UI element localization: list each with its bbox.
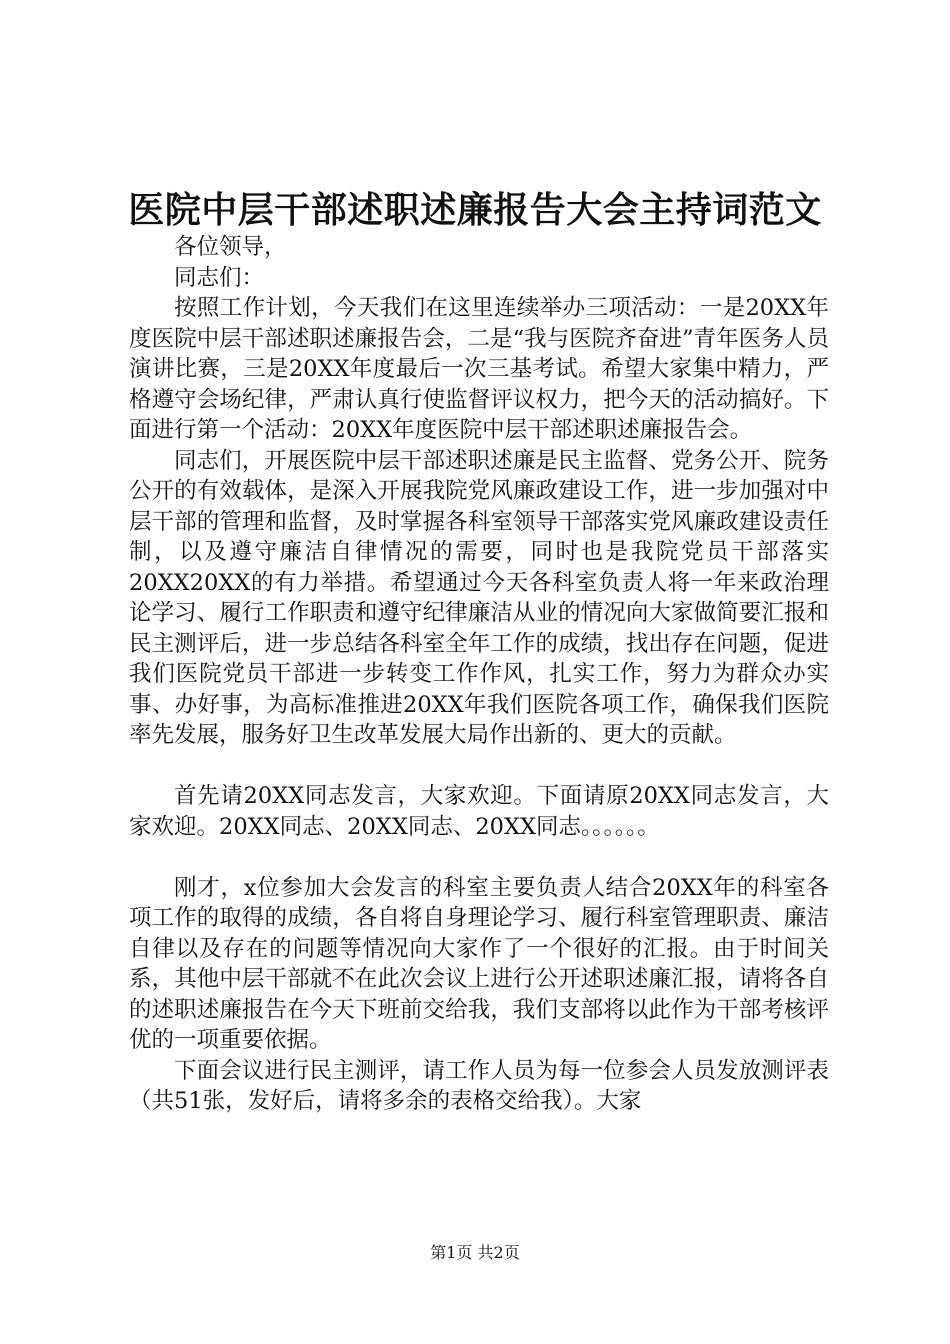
paragraph-activities: 按照工作计划，今天我们在这里连续举办三项活动：一是20XX年度医院中层干部述职述廉报告会，二是“我与医院齐奋进”青年医务人员演讲比赛，三是20XX年度最后一次三基考试。希望大家集中精力，严格遵守会场纪律，严肃认真行使监督评议权力，把今天的活动搞好。下面进行第一个活动：20XX年度医院中层干部述职述廉报告会。 <box>129 295 829 443</box>
page-number-footer: 第1页 共2页 <box>430 1243 520 1262</box>
salutation-comrades: 同志们： <box>174 264 265 291</box>
document-title: 医院中层干部述职述廉报告大会主持词范文 <box>128 189 822 231</box>
paragraph-evaluation: 下面会议进行民主测评，请工作人员为每一位参会人员发放测评表（共51张，发好后，请将多余的表格交给我）。大家 <box>129 1057 829 1114</box>
paragraph-purpose: 同志们，开展医院中层干部述职述廉是民主监督、党务公开、院务公开的有效载体，是深入开展我院党风廉政建设工作，进一步加强对中层干部的管理和监督，及时掌握各科室领导干部落实党风廉政建设责任制，以及遵守廉洁自律情况的需要，同时也是我院党员干部落实20XX20XX的有力举措。希望通过今天各科室负责人将一年来政治理论学习、履行工作职责和遵守纪律廉洁从业的情况向大家做简要汇报和民主测评后，进一步总结各科室全年工作的成绩，找出存在问题，促进我们医院党员干部进一步转变工作作风，扎实工作，努力为群众办实事、办好事，为高标准推进20XX年我们医院各项工作，确保我们医院率先发展，服务好卫生改革发展大局作出新的、更大的贡献。 <box>129 447 829 748</box>
salutation-leaders: 各位领导， <box>174 234 287 260</box>
paragraph-summary: 刚才，x位参加大会发言的科室主要负责人结合20XX年的科室各项工作的取得的成绩，各自将自身理论学习、履行科室管理职责、廉洁自律以及存在的问题等情况向大家作了一个很好的汇报。由于时间关系，其他中层干部就不在此次会议上进行公开述职述廉汇报，请将各自的述职述廉报告在今天下班前交给我，我们支部将以此作为干部考核评优的一项重要依据。 <box>129 874 829 1053</box>
document-body <box>129 232 829 1117</box>
paragraph-speakers: 首先请20XX同志发言，大家欢迎。下面请原20XX同志发言，大家欢迎。20XX同志、20XX同志、20XX同志。。。。。。 <box>129 783 829 840</box>
